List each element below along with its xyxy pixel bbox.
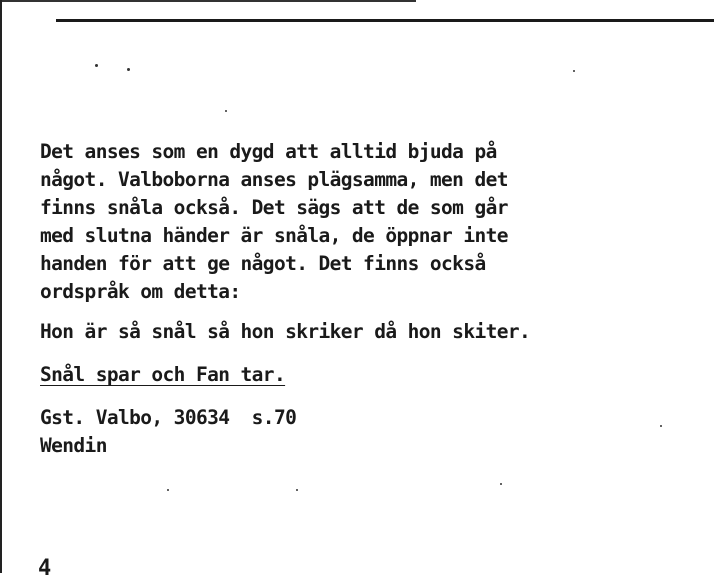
- ink-speck: [167, 489, 169, 491]
- proverb-2: Snål spar och Fan tar.: [40, 363, 286, 386]
- ink-speck: [225, 110, 227, 112]
- description-paragraph: [40, 138, 508, 306]
- ink-speck: [127, 68, 130, 71]
- paragraph-line: handen för att ge något. Det finns också: [40, 252, 486, 275]
- ink-speck: [660, 425, 662, 427]
- source-line: Gst. Valbo, 30634 s.70: [40, 406, 297, 429]
- paragraph-line: något. Valboborna anses plägsamma, men det: [40, 168, 508, 191]
- ink-speck: [500, 483, 502, 485]
- ink-speck: [296, 489, 298, 491]
- ink-speck: [573, 70, 575, 72]
- paragraph-line: Det anses som en dygd att alltid bjuda på: [40, 140, 497, 163]
- paragraph-line: finns snåla också. Det sägs att de som går: [40, 196, 508, 219]
- page-number: 4: [38, 556, 52, 581]
- card-top-edge: [2, 0, 416, 2]
- informant-name: Wendin: [40, 434, 107, 457]
- paragraph-line: ordspråk om detta:: [40, 280, 241, 303]
- ink-speck: [95, 64, 98, 67]
- top-rule-line: [56, 19, 714, 22]
- card-left-edge: [0, 0, 2, 573]
- paragraph-line: med slutna händer är snåla, de öppnar inte: [40, 224, 508, 247]
- proverb-1: Hon är så snål så hon skriker då hon skiter.: [40, 320, 531, 343]
- source-reference: [40, 404, 296, 460]
